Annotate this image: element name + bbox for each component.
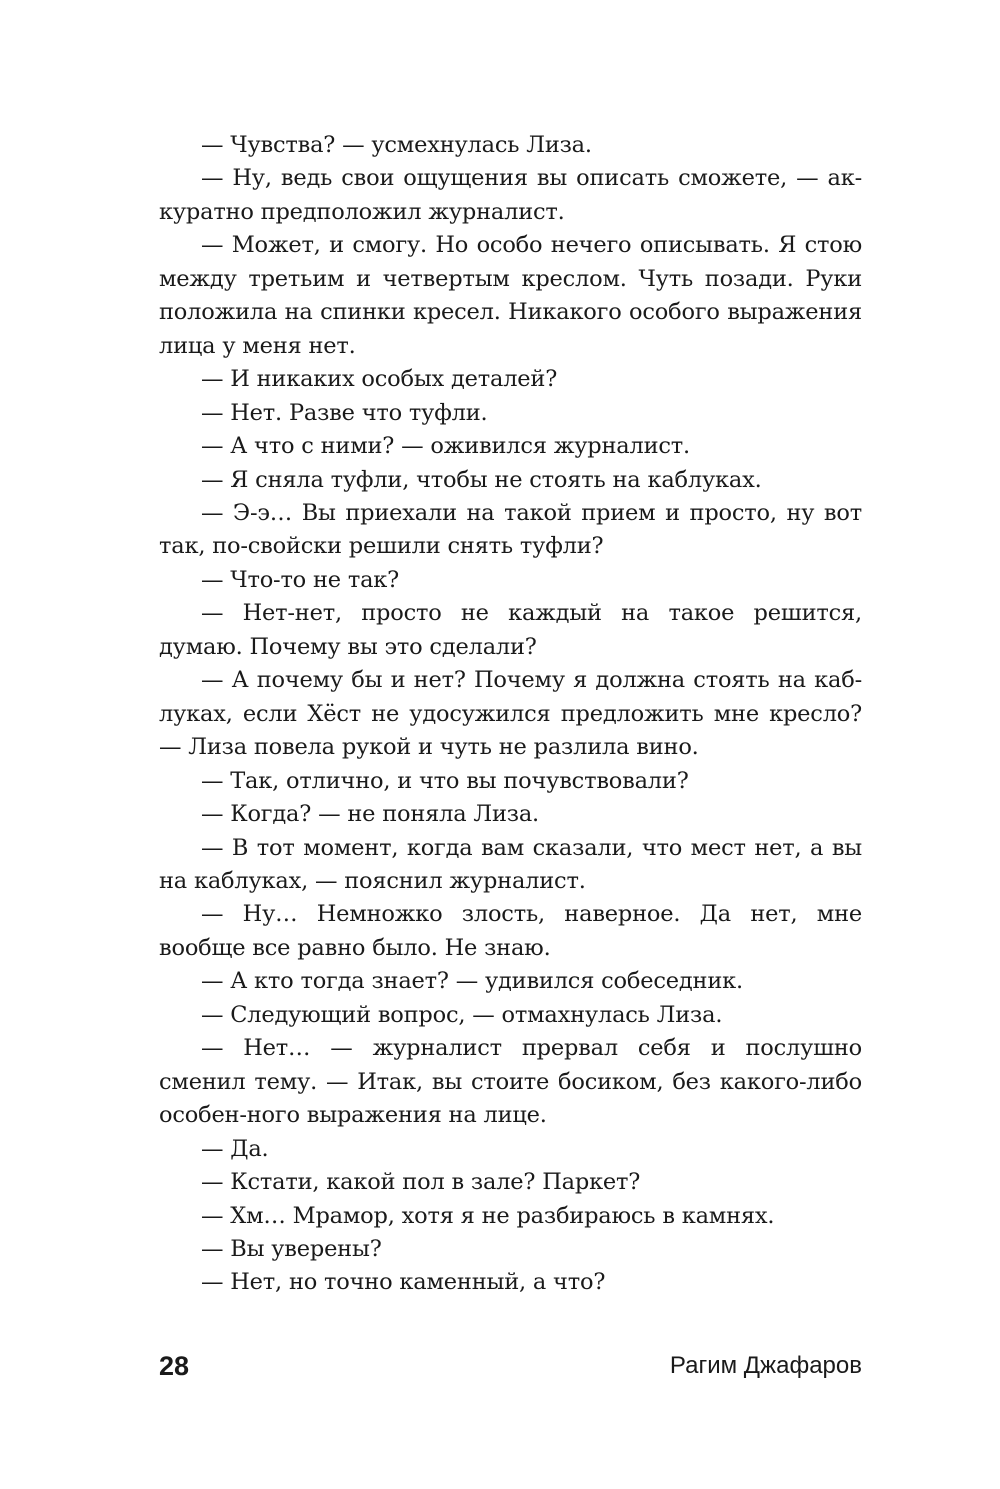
paragraph: — Да. bbox=[201, 1135, 269, 1162]
paragraph: — Э-э… Вы приехали на такой прием и просто, ну вот так, по-свойски решили снять туфли? bbox=[159, 499, 862, 560]
paragraph: — Может, и смогу. Но особо нечего описывать. Я стою между третьим и четвертым креслом. Чуть позади. Руки положила на спинки кресел. Никакого особого выражения лица у меня нет. bbox=[159, 232, 862, 359]
paragraph: — Когда? — не поняла Лиза. bbox=[201, 801, 540, 828]
paragraph: — Что-то не так? bbox=[201, 566, 400, 593]
page-footer bbox=[159, 1348, 862, 1388]
body-text bbox=[159, 129, 862, 1300]
paragraph: — Следующий вопрос, — отмахнулась Лиза. bbox=[201, 1001, 723, 1028]
page-number: 28 bbox=[159, 1351, 190, 1381]
paragraph: — Нет, но точно каменный, а что? bbox=[201, 1269, 606, 1296]
paragraph: — Чувства? — усмехнулась Лиза. bbox=[201, 132, 592, 158]
paragraph: — Кстати, какой пол в зале? Паркет? bbox=[201, 1169, 641, 1196]
paragraph: — Нет… — журналист прервал себя и послушно сменил тему. — Итак, вы стоите босиком, без какого-либо особен-ного выражения на лице. bbox=[159, 1035, 862, 1129]
paragraph: — Нет-нет, просто не каждый на такое решится, думаю. Почему вы это сделали? bbox=[159, 600, 862, 660]
paragraph: — Ну, ведь свои ощущения вы описать сможете, — ак-куратно предположил журналист. bbox=[159, 165, 862, 225]
paragraph: — И никаких особых деталей? bbox=[201, 366, 558, 393]
paragraph: — Хм… Мрамор, хотя я не разбираюсь в камнях. bbox=[201, 1202, 775, 1229]
paragraph: — Я сняла туфли, чтобы не стоять на каблуках. bbox=[201, 466, 762, 493]
author-name: Рагим Джафаров bbox=[669, 1352, 862, 1379]
paragraph: — Нет. Разве что туфли. bbox=[201, 399, 488, 426]
paragraph: — Так, отлично, и что вы почувствовали? bbox=[201, 767, 689, 794]
paragraph: — Ну… Немножко злость, наверное. Да нет, мне вообще все равно было. Не знаю. bbox=[159, 901, 862, 961]
paragraph: — В тот момент, когда вам сказали, что мест нет, а вы на каблуках, — пояснил журналист. bbox=[159, 834, 862, 894]
paragraph: — А кто тогда знает? — удивился собеседник. bbox=[201, 968, 743, 995]
paragraph: — А что с ними? — оживился журналист. bbox=[201, 433, 690, 460]
paragraph: — Вы уверены? bbox=[201, 1235, 382, 1262]
paragraph: — А почему бы и нет? Почему я должна стоять на каб-луках, если Хёст не удосужился предложить мне кресло? — Лиза повела рукой и чуть не разлила вино. bbox=[159, 667, 862, 761]
